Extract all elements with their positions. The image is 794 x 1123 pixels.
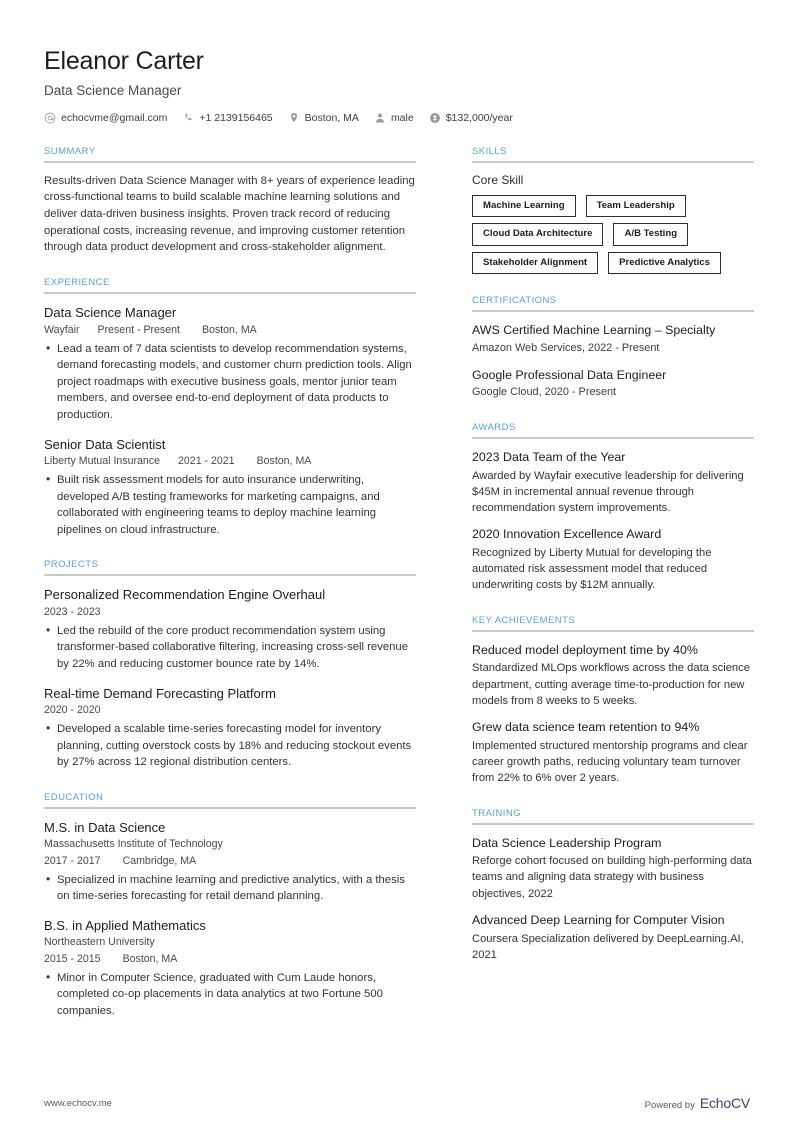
experience-role: Data Science Manager xyxy=(44,305,177,321)
achievement-title: Reduced model deployment time by 40% xyxy=(472,642,698,657)
contact-row xyxy=(44,112,750,124)
section-heading-summary: SUMMARY xyxy=(44,145,96,157)
section-divider xyxy=(472,630,754,632)
experience-dates: Present - Present xyxy=(97,323,180,336)
award-description: Recognized by Liberty Mutual for developing the automated risk assessment model that reduced underwriting costs by $12M annually. xyxy=(472,546,712,592)
section-divider xyxy=(472,310,754,312)
education-bullets xyxy=(44,970,416,1020)
award-entry xyxy=(472,449,754,516)
section-heading-training: TRAINING xyxy=(472,807,521,819)
education-location: Cambridge, MA xyxy=(122,854,197,867)
footer-branding xyxy=(645,1095,750,1111)
section-divider xyxy=(472,823,754,825)
education-dates: 2017 - 2017 xyxy=(44,854,101,867)
section-summary xyxy=(44,146,416,257)
footer-website[interactable]: www.echocv.me xyxy=(44,1097,112,1109)
award-title: 2020 Innovation Excellence Award xyxy=(472,527,662,542)
section-heading-experience: EXPERIENCE xyxy=(44,277,110,289)
education-degree: B.S. in Applied Mathematics xyxy=(44,917,206,933)
award-description: Awarded by Wayfair executive leadership for delivering $45M in incremental annual revenue through recommendation system improvements. xyxy=(472,469,744,514)
contact-gender xyxy=(374,112,414,124)
right-column xyxy=(472,146,754,985)
contact-phone[interactable] xyxy=(182,112,272,124)
experience-location: Boston, MA xyxy=(201,323,257,336)
training-description: Coursera Specialization delivered by DeepLearning.AI, 2021 xyxy=(472,932,744,961)
section-heading-skills: SKILLS xyxy=(472,145,507,157)
person-icon xyxy=(374,112,386,124)
candidate-job-title: Data Science Manager xyxy=(44,83,182,98)
section-divider xyxy=(44,807,416,809)
education-meta xyxy=(44,952,416,968)
contact-salary-text: $132,000/year xyxy=(445,111,513,124)
achievement-title: Grew data science team retention to 94% xyxy=(472,720,700,735)
project-name: Real-time Demand Forecasting Platform xyxy=(44,685,276,701)
bullet-item: • Minor in Computer Science, graduated with Cum Laude honors, completed co-op placements in data analytics at two Fortune 500 companies. xyxy=(44,970,416,1020)
project-entry xyxy=(44,685,416,771)
section-certifications xyxy=(472,295,754,400)
experience-org: Wayfair xyxy=(44,323,80,336)
contact-email-text: echocvme@gmail.com xyxy=(61,111,168,124)
contact-email[interactable] xyxy=(44,112,167,124)
achievement-description: Standardized MLOps workflows across the data science department, cutting average time-to-production for new models from 8 weeks to 5 weeks. xyxy=(472,662,750,707)
training-entry xyxy=(472,912,754,963)
award-title: 2023 Data Team of the Year xyxy=(472,449,626,464)
skill-chip-list xyxy=(472,195,754,275)
bullet-item: • Specialized in machine learning and predictive analytics, with a thesis on time-series forecasting for retail demand planning. xyxy=(44,872,416,905)
experience-bullets xyxy=(44,341,416,424)
skill-chip: Cloud Data Architecture xyxy=(472,223,603,246)
section-divider xyxy=(44,292,416,294)
skill-chip: Team Leadership xyxy=(586,195,686,218)
certification-entry xyxy=(472,322,754,356)
project-dates: 2023 - 2023 xyxy=(44,605,101,618)
left-column xyxy=(44,146,416,1041)
salary-icon xyxy=(429,112,441,124)
achievement-entry xyxy=(472,642,754,709)
section-divider xyxy=(44,574,416,576)
powered-by-label: Powered by xyxy=(644,1100,695,1111)
project-dates: 2020 - 2020 xyxy=(44,704,101,717)
achievement-entry xyxy=(472,719,754,786)
resume-header xyxy=(44,46,750,124)
summary-text: Results-driven Data Science Manager with 8+ years of experience leading cross-functional teams to build scalable machine learning solutions and deliver data-driven business insights. Proven track record of reducing operational costs, increasing revenue, and improving customer retention through data product development and cross-stakeholder alignment. xyxy=(44,174,415,254)
project-meta xyxy=(44,605,416,621)
project-entry xyxy=(44,586,416,672)
bullet-item: • Led the rebuild of the core product recommendation system using transformer-based collaborative filtering, increasing cross-sell revenue by 22% and reducing customer bounce rate by 14%. xyxy=(44,623,416,673)
section-heading-key-achievements: KEY ACHIEVEMENTS xyxy=(472,614,576,626)
section-awards xyxy=(472,422,754,594)
experience-entry xyxy=(44,436,416,539)
section-skills xyxy=(472,146,754,275)
training-entry xyxy=(472,835,754,902)
bullet-item: • Built risk assessment models for auto insurance underwriting, developed A/B testing frameworks for marketing campaigns, and collaborated with engineering teams to deploy machine learning pipelines on cloud infrastructure. xyxy=(44,472,416,538)
education-location: Boston, MA xyxy=(122,952,178,965)
education-entry xyxy=(44,819,416,905)
section-experience xyxy=(44,277,416,538)
phone-icon xyxy=(182,112,194,124)
echocv-logo: EchoCV xyxy=(699,1095,750,1111)
contact-phone-text: +1 2139156465 xyxy=(199,111,273,124)
education-entry xyxy=(44,917,416,1020)
training-description: Reforge cohort focused on building high-performing data teams and aligning data strategy with business objectives, 2022 xyxy=(472,855,752,900)
bullet-item: • Lead a team of 7 data scientists to develop recommendation systems, demand forecasting models, and customer churn prediction tools. Align project roadmaps with executive business goals, mentor junior team members, and oversee end-to-end deployment of data products to production. xyxy=(44,341,416,424)
contact-location xyxy=(288,112,359,124)
bullet-item: • Developed a scalable time-series forecasting model for inventory planning, cutting overstock costs by 18% and reducing stockout events by 27% across 12 regional distribution centers. xyxy=(44,721,416,771)
contact-gender-text: male xyxy=(390,111,414,124)
skills-sub-label: Core Skill xyxy=(472,172,524,187)
section-divider xyxy=(472,161,754,163)
project-name: Personalized Recommendation Engine Overhaul xyxy=(44,587,326,603)
resume-body xyxy=(44,146,750,1041)
skill-chip: Predictive Analytics xyxy=(608,252,721,275)
section-heading-certifications: CERTIFICATIONS xyxy=(472,295,557,307)
section-divider xyxy=(44,161,416,163)
section-education xyxy=(44,792,416,1020)
experience-meta xyxy=(44,323,416,339)
skill-chip: Machine Learning xyxy=(472,195,576,218)
candidate-name: Eleanor Carter xyxy=(44,47,204,75)
education-meta xyxy=(44,854,416,870)
project-bullets xyxy=(44,721,416,771)
email-icon xyxy=(44,112,56,124)
experience-entry xyxy=(44,304,416,423)
education-bullets xyxy=(44,872,416,905)
experience-location: Boston, MA xyxy=(256,455,312,468)
experience-org: Liberty Mutual Insurance xyxy=(44,455,161,468)
achievement-description: Implemented structured mentorship programs and clear career growth paths, reducing voluntary team turnover from 22% to 6% over 2 years. xyxy=(472,739,748,785)
section-projects xyxy=(44,559,416,770)
section-key-achievements xyxy=(472,615,754,787)
section-heading-education: EDUCATION xyxy=(44,791,104,803)
experience-role: Senior Data Scientist xyxy=(44,436,166,452)
certification-entry xyxy=(472,367,754,401)
certification-issuer: Amazon Web Services, 2022 - Present xyxy=(472,342,660,355)
section-heading-projects: PROJECTS xyxy=(44,559,99,571)
resume-footer xyxy=(44,1083,750,1123)
contact-salary xyxy=(429,112,513,124)
contact-location-text: Boston, MA xyxy=(304,111,359,124)
section-heading-awards: AWARDS xyxy=(472,421,516,433)
section-divider xyxy=(472,437,754,439)
skill-chip: A/B Testing xyxy=(613,223,688,246)
certification-issuer: Google Cloud, 2020 - Present xyxy=(472,386,617,399)
education-school: Northeastern University xyxy=(44,936,155,949)
experience-bullets xyxy=(44,472,416,538)
experience-meta xyxy=(44,454,416,470)
certification-title: AWS Certified Machine Learning – Specialty xyxy=(472,323,716,338)
project-meta xyxy=(44,703,416,719)
project-bullets xyxy=(44,623,416,673)
education-school: Massachusetts Institute of Technology xyxy=(44,838,223,851)
training-title: Data Science Leadership Program xyxy=(472,835,662,850)
section-training xyxy=(472,808,754,964)
award-entry xyxy=(472,526,754,593)
education-degree: M.S. in Data Science xyxy=(44,819,166,835)
experience-dates: 2021 - 2021 xyxy=(178,455,235,468)
certification-title: Google Professional Data Engineer xyxy=(472,367,667,382)
training-title: Advanced Deep Learning for Computer Vision xyxy=(472,912,725,927)
location-icon xyxy=(288,112,300,124)
skill-chip: Stakeholder Alignment xyxy=(472,252,598,275)
education-dates: 2015 - 2015 xyxy=(44,952,101,965)
